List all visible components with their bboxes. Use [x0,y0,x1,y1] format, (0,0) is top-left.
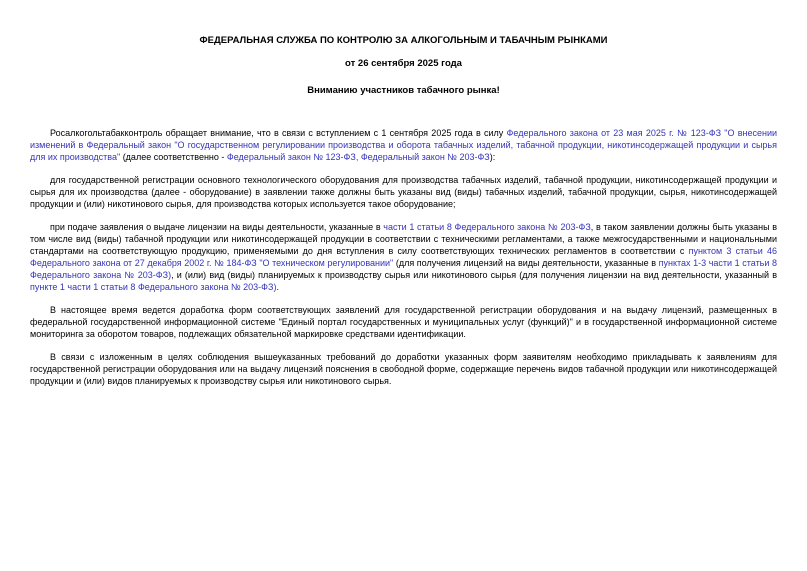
document-body [30,127,777,387]
text-run: при подаче заявления о выдаче лицензии на виды деятельности, указанные в [50,222,384,232]
paragraph [30,304,777,340]
document-link[interactable]: части 1 статьи 8 Федерального закона № 203-ФЗ [383,222,591,232]
document-link[interactable]: пунктах 1-3 части 1 статьи 8 Федерального закона № 203-ФЗ) [30,258,777,280]
text-run: (далее соответственно - [120,152,227,162]
paragraph [30,351,777,387]
text-run: Росалкогольтабакконтроль обращает внимание, что в связи с вступлением с 1 сентября 2025 года в силу [50,128,507,138]
document-date: от 26 сентября 2025 года [345,58,462,69]
document-link[interactable]: пункте 1 части 1 статьи 8 Федерального закона № 203-ФЗ) [30,282,277,292]
text-run: В настоящее время ведется доработка форм соответствующих заявлений для государственной регистрации оборудования и на выдачу лицензий, размещенных в федеральной государственной информационной системе "Единый портал государственных и муниципальных услуг (функций)" и в государственной информационной системе мониторинга за оборотом товаров, подлежащих обязательной маркировке средствами идентификации. [30,305,777,339]
text-run: (для получения лицензий на виды деятельности, указанные в [393,258,659,268]
paragraph [30,221,777,293]
text-run: ): [489,152,496,162]
attention-heading: Вниманию участников табачного рынка! [307,85,500,96]
text-run: , и (или) вид (виды) планируемых к производству сырья или никотинового сырья (для получения лицензии на вид деятельности, указанный в [171,270,777,280]
paragraph [30,174,777,210]
paragraph [30,127,777,163]
text-run: . [276,282,279,292]
text-run: В связи с изложенным в целях соблюдения вышеуказанных требований до доработки указанных форм заявителям необходимо прикладывать к заявлениям для государственной регистрации оборудования или на выдачу лицензий пояснения в свободной форме, содержащие перечень видов табачной продукции или никотинсодержащей продукции и (или) видов планируемых к производству сырья или никотинового сырья. [30,352,777,386]
text-run: для государственной регистрации основного технологического оборудования для производства табачных изделий, табачной продукции, никотинсодержащей продукции и сырья для их производства (далее - оборудование) в заявлении также должны быть указаны вид (виды) табачных изделий, табачной продукции, сырья, никотинсодержащей продукции и (или) никотинового сырья, для производства которых используется такое оборудование; [30,175,777,209]
document-link[interactable]: Федеральный закон № 123-ФЗ, Федеральный закон № 203-ФЗ [226,152,490,162]
text-run: , в таком заявлении должны быть указаны в том числе вид (виды) табачной продукции или никотинсодержащей продукции в соответствии с техническими регламентами, а также межгосударственными и национальными стандартами на соответствующую продукцию, применяемыми до дня вступления в силу соответствующих технических регламентов в соответствии с [30,222,777,256]
document-title: ФЕДЕРАЛЬНАЯ СЛУЖБА ПО КОНТРОЛЮ ЗА АЛКОГОЛЬНЫМ И ТАБАЧНЫМ РЫНКАМИ [199,35,608,46]
document-link[interactable]: пунктом 3 статьи 46 Федерального закона от 27 декабря 2002 г. № 184-ФЗ "О техническом регулировании" [30,246,777,268]
document-link[interactable]: Федерального закона от 23 мая 2025 г. № 123-ФЗ "О внесении изменений в Федеральный закон "О государственном регулировании производства и оборота табачных изделий, табачной продукции, никотинсодержащей продукции и сырья для их производства" [30,128,777,162]
